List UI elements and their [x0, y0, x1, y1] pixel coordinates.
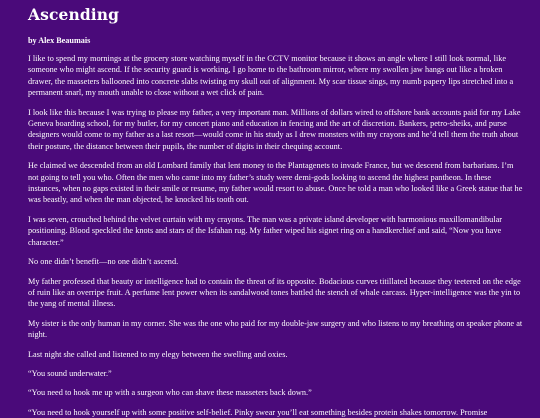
paragraph: “You need to hook me up with a surgeon who can shave these masseters back down.” — [28, 388, 312, 398]
paragraph: My sister is the only human in my corner. She was the one who paid for my double-jaw surgery and who listens to my breathing on speaker phone at night. — [28, 318, 523, 340]
paragraph: I was seven, crouched behind the velvet curtain with my crayons. The man was a private island developer with harmonious maxillomandibular positioning. Blood speckled the knots and stars of the Isfahan rug. My father wiped his signet ring on a handkerchief and said, “Now you have character.” — [28, 214, 503, 247]
article-title: Ascending — [28, 5, 120, 24]
paragraph: “You sound underwater.” — [28, 368, 112, 378]
paragraph: I look like this because I was trying to please my father, a very important man. Millions of dollars wired to offshore bank accounts paid for my Lake Geneva boarding school, for my butler, for my concert piano and education in fencing and the art of discretion. Bankers, petro-sheiks, and purse designers would come to my father as a last resort—would come in his study as I drew monsters with my crayons and he’d tell them the truth about their posture, the distance between their pupils, the number of digits in their chequing account. — [28, 107, 521, 151]
paragraph: No one didn’t benefit—no one didn’t ascend. — [28, 257, 179, 267]
paragraph: I like to spend my mornings at the grocery store watching myself in the CCTV monitor because it shows an angle where I still look normal, like someone who might ascend. If the security guard is working, I go home to the bathroom mirror, where my swollen jaw hangs out like a broken drawer, the masseters ballooned into concrete slabs twisting my skull out of alignment. My scar tissue sings, my numb papery lips stretched into a permanent snarl, my mouth unable to close without a wet click of pain. — [28, 54, 514, 98]
paragraph: Last night she called and listened to my elegy between the swelling and oxies. — [28, 349, 288, 359]
paragraph: My father professed that beauty or intelligence had to contain the threat of its opposite. Bodacious curves titillated because they teetered on the edge of ruin like an overripe fruit. A perfume lent power when its sandalwood tones battled the stench of whale carcass. Hyper-intelligence was the yin to the yang of mental illness. — [28, 276, 521, 309]
paragraph: “You need to hook yourself up with some positive self-belief. Pinky swear you’ll eat something besides protein shakes tomorrow. Promise — [28, 407, 488, 417]
paragraph: He claimed we descended from an old Lombard family that lent money to the Plantagenets to invade France, but we descend from barbarians. I’m not going to tell you who. Often the men who came into my father’s study were demi-gods looking to ascend the highest pantheon. In these instances, when no gaps existed in their smile or resume, my father would resort to abuse. Once he told a man who looked like a Greek statue that he was beastly, and when the man objected, he knocked his tooth out. — [28, 161, 523, 205]
article-body — [28, 53, 524, 418]
article-byline: by Alex Beaumais — [28, 36, 91, 45]
